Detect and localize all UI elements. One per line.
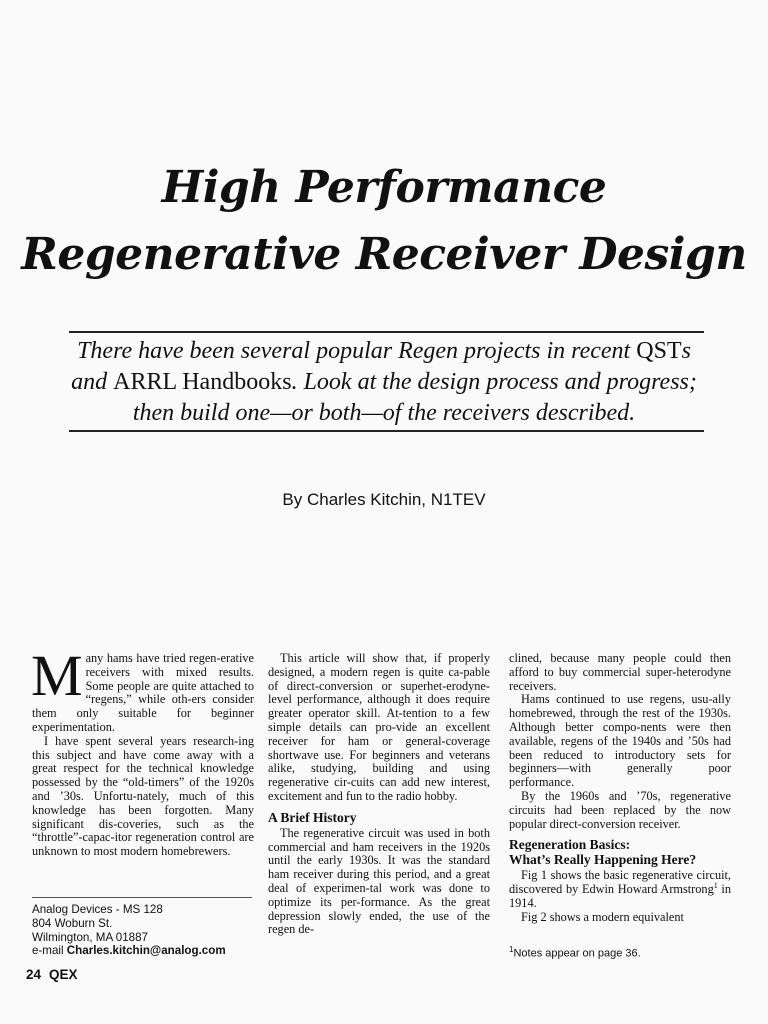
article-title-line2: Regenerative Receiver Design [21, 229, 747, 280]
body-column-3 [509, 652, 731, 925]
email-address[interactable]: Charles.kitchin@analog.com [66, 944, 226, 958]
col3-paragraph-5: Fig 2 shows a modern equivalent [521, 909, 684, 924]
subtitle-qst: QST [636, 338, 682, 364]
notes-text: Notes appear on page 36. [513, 947, 641, 960]
article-subtitle [60, 336, 708, 429]
address-email-line [32, 944, 262, 958]
col2-paragraph-1: This article will show that, if properly designed, a modern regen is quite ca-pable of direct-conversion or superhet-erodyne-level performance, although it does require greater operator skill. At-tention to a few simple details can pro-vide an excellent receiver for ham or general-coverage shortwave use. For beginners and veterans alike, studying, building and using regenerative cir-cuits can add new interest, excitement and fun to the radio hobby. [268, 651, 490, 803]
magazine-name: QEX [49, 967, 78, 982]
address-rule [32, 897, 252, 898]
subtitle-bottom-rule [69, 430, 704, 432]
address-line2: 804 Woburn St. [32, 916, 113, 930]
col1-paragraph-1-text: any hams have tried regen-erative receivers with mixed results. Some people are quite attached to “regens,” while oth-ers consider them only suitable for beginner experimentation. [32, 651, 254, 734]
heading-line1: Regeneration Basics: [509, 837, 631, 853]
col3-paragraph-4-post: in 1914. [509, 882, 731, 910]
section-heading-regeneration-basics [509, 837, 731, 867]
address-line3: Wilmington, MA 01887 [32, 930, 148, 944]
author-address [32, 903, 262, 958]
subtitle-part2: s and [71, 338, 691, 395]
body-column-1 [31, 643, 254, 859]
col3-paragraph-1: clined, because many people could then afford to buy commercial super-heterodyne receivers. [509, 651, 731, 693]
col3-paragraph-2: Hams continued to use regens, usu-ally homebrewed, through the rest of the 1930s. Although better compo-nents were then available, regens of the 1940s and ’50s had been reduced to introductory sets for beginners—with generally poor performance. [509, 692, 731, 790]
heading-line2: What’s Really Happening Here? [509, 852, 697, 868]
col3-paragraph-3: By the 1960s and ’70s, regenerative circuits had been replaced by the now popular direct-conversion receiver. [509, 788, 731, 831]
col1-paragraph-2: I have spent several years research-ing this subject and have come away with a great respect for the technical knowledge possessed by the “old-timers” of the 1920s and ’30s. Unfortu-nately, much of this knowledge has been forgotten. Many significant dis-coveries, such as the “throttle”-capac-itor regeneration control are unknown to most modern homebrewers. [32, 733, 254, 859]
subtitle-handbooks: ARRL Handbooks [113, 369, 292, 395]
byline: By Charles Kitchin, N1TEV [282, 490, 486, 509]
address-line1: Analog Devices - MS 128 [32, 903, 163, 916]
col1-paragraph-1 [31, 643, 254, 735]
col3-paragraph-4 [509, 869, 731, 910]
section-heading-brief-history: A Brief History [268, 809, 357, 825]
page-number: 24 [26, 967, 42, 982]
notes-mark: 1 [509, 945, 514, 954]
article-title-line1: High Performance [161, 162, 607, 213]
subtitle-top-rule [69, 331, 704, 333]
col3-paragraph-4-pre: Fig 1 shows the basic regenerative circuit, discovered by Edwin Howard Armstrong [509, 868, 731, 897]
body-column-2 [268, 652, 490, 937]
col2-paragraph-2: The regenerative circuit was used in both commercial and ham receivers in the 1920s until the early 1930s. It was the standard ham receiver during this period, and a great deal of experimen-tal work was done to optimize its per-formance. As the great depression slowly ended, the use of the regen de- [268, 825, 490, 937]
footnote-mark: 1 [713, 881, 718, 891]
email-label: e-mail [32, 944, 67, 958]
drop-cap: M [31, 643, 83, 708]
subtitle-part3: . Look at the design process and progress; then build one—or both—of the receivers described. [132, 369, 697, 426]
page-footer [26, 967, 78, 982]
notes-reference [509, 945, 739, 960]
subtitle-part1: There have been several popular Regen projects in recent [77, 338, 637, 364]
